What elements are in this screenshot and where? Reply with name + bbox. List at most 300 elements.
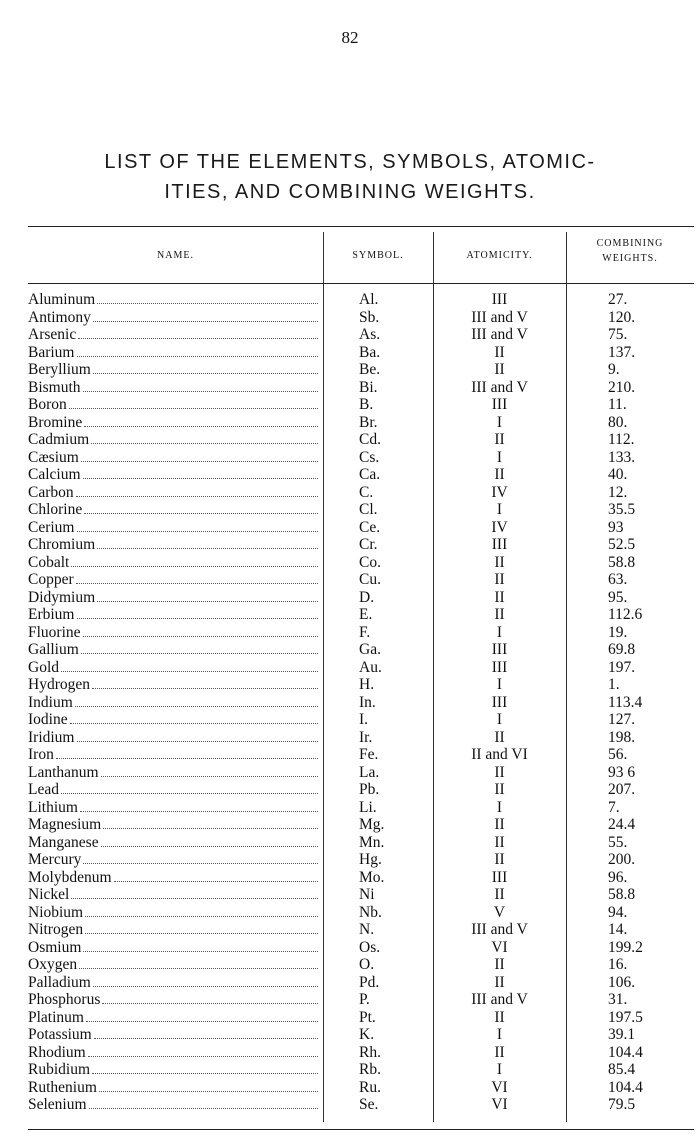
- element-name: Didymium: [28, 588, 96, 606]
- element-combining-weight: 127.: [608, 711, 636, 729]
- element-atomicity: II: [494, 361, 505, 379]
- dot-leader: [92, 1062, 318, 1074]
- element-name-cell: [28, 624, 323, 641]
- element-symbol: Ru.: [359, 1078, 381, 1096]
- element-symbol: Cl.: [359, 501, 378, 519]
- element-name: Potassium: [28, 1026, 92, 1044]
- element-name-cell: [28, 326, 323, 343]
- table-row: [28, 396, 694, 414]
- element-combining-weight: 79.5: [608, 1096, 636, 1114]
- table-row: [28, 729, 694, 747]
- element-atomicity: III: [491, 868, 508, 886]
- element-combining-weight: 40.: [608, 466, 628, 484]
- element-name: Boron: [28, 396, 67, 414]
- element-name: Antimony: [28, 308, 91, 326]
- element-atomicity: I: [496, 798, 503, 816]
- table-row: [28, 309, 694, 327]
- element-atomicity: I: [496, 1026, 503, 1044]
- element-name-cell: [28, 1079, 323, 1096]
- element-atomicity: II: [494, 553, 505, 571]
- element-atomicity: III and V: [471, 921, 528, 939]
- element-name-cell: [28, 554, 323, 571]
- element-name: Nickel: [28, 886, 70, 904]
- element-name-cell: [28, 974, 323, 991]
- element-symbol: Rh.: [359, 1043, 381, 1061]
- element-combining-weight: 75.: [608, 326, 628, 344]
- element-name-cell: [28, 361, 323, 378]
- element-name: Phosphorus: [28, 991, 101, 1009]
- element-name-cell: [28, 904, 323, 921]
- element-name-cell: [28, 781, 323, 798]
- element-name: Platinum: [28, 1008, 84, 1026]
- element-atomicity: II: [494, 343, 505, 361]
- table-row: [28, 834, 694, 852]
- element-name-cell: [28, 641, 323, 658]
- dot-leader: [93, 310, 318, 322]
- element-symbol: Nb.: [359, 903, 382, 921]
- dot-leader: [71, 555, 318, 567]
- table-row: [28, 326, 694, 344]
- element-name: Aluminum: [28, 291, 96, 309]
- table-row: [28, 991, 694, 1009]
- element-combining-weight: 27.: [608, 291, 628, 309]
- element-symbol: C.: [359, 483, 374, 501]
- element-combining-weight: 210.: [608, 378, 636, 396]
- element-name: Cadmium: [28, 431, 90, 449]
- element-name: Selenium: [28, 1096, 87, 1114]
- dot-leader: [70, 712, 318, 724]
- element-combining-weight: 104.4: [608, 1078, 643, 1096]
- element-name-cell: [28, 449, 323, 466]
- element-name-cell: [28, 869, 323, 886]
- element-atomicity: I: [496, 448, 503, 466]
- element-symbol: F.: [359, 623, 371, 641]
- dot-leader: [97, 292, 318, 304]
- header-name: NAME.: [157, 250, 194, 261]
- element-name: Rhodium: [28, 1043, 86, 1061]
- element-combining-weight: 12.: [608, 483, 628, 501]
- dot-leader: [83, 940, 318, 952]
- element-atomicity: II: [494, 588, 505, 606]
- element-symbol: Hg.: [359, 851, 382, 869]
- element-name-cell: [28, 886, 323, 903]
- element-symbol: H.: [359, 676, 375, 694]
- element-symbol: K.: [359, 1026, 375, 1044]
- element-name-cell: [28, 571, 323, 588]
- element-name: Cobalt: [28, 553, 70, 571]
- dot-leader: [102, 992, 318, 1004]
- dot-leader: [69, 397, 318, 409]
- element-symbol: As.: [359, 326, 381, 344]
- element-symbol: Be.: [359, 361, 381, 379]
- element-atomicity: VI: [491, 938, 508, 956]
- element-name-cell: [28, 921, 323, 938]
- element-name: Indium: [28, 693, 73, 711]
- element-name-cell: [28, 1009, 323, 1026]
- element-symbol: Li.: [359, 798, 377, 816]
- element-combining-weight: 133.: [608, 448, 636, 466]
- title-line-1: LIST OF THE ELEMENTS, SYMBOLS, ATOMIC-: [104, 151, 596, 173]
- element-atomicity: II: [494, 1008, 505, 1026]
- element-symbol: Al.: [359, 291, 379, 309]
- element-combining-weight: 207.: [608, 781, 636, 799]
- table-row: [28, 939, 694, 957]
- table-row: [28, 589, 694, 607]
- table-row: [28, 361, 694, 379]
- header-atomicity: ATOMICITY.: [466, 250, 533, 261]
- element-symbol: Pt.: [359, 1008, 376, 1026]
- element-name-cell: [28, 676, 323, 693]
- dot-leader: [61, 782, 318, 794]
- element-name: Gold: [28, 658, 59, 676]
- header-weight-line-2: WEIGHTS.: [602, 253, 658, 264]
- dot-leader: [86, 1010, 318, 1022]
- element-name-cell: [28, 606, 323, 623]
- element-name: Chlorine: [28, 501, 83, 519]
- element-atomicity: II: [494, 728, 505, 746]
- element-symbol: Sb.: [359, 308, 380, 326]
- dot-leader: [77, 607, 319, 619]
- element-atomicity: IV: [491, 483, 508, 501]
- table-header-rule: [28, 283, 694, 284]
- table-row: [28, 466, 694, 484]
- table-row: [28, 414, 694, 432]
- dot-leader: [89, 1097, 318, 1109]
- element-combining-weight: 96.: [608, 868, 628, 886]
- dot-leader: [91, 432, 318, 444]
- element-combining-weight: 11.: [608, 396, 627, 414]
- dot-leader: [78, 327, 318, 339]
- dot-leader: [77, 730, 319, 742]
- element-name-cell: [28, 519, 323, 536]
- dot-leader: [94, 1027, 318, 1039]
- dot-leader: [93, 362, 318, 374]
- table-row: [28, 1009, 694, 1027]
- page-title: [0, 147, 700, 207]
- element-name: Osmium: [28, 938, 82, 956]
- element-combining-weight: 94.: [608, 903, 628, 921]
- title-line-2: ITIES, AND COMBINING WEIGHTS.: [164, 181, 536, 203]
- element-combining-weight: 93: [608, 518, 624, 536]
- element-name-cell: [28, 309, 323, 326]
- element-symbol: Cs.: [359, 448, 380, 466]
- table-row: [28, 711, 694, 729]
- element-name-cell: [28, 711, 323, 728]
- element-name-cell: [28, 1061, 323, 1078]
- element-symbol: Mo.: [359, 868, 385, 886]
- dot-leader: [83, 625, 318, 637]
- element-name: Iron: [28, 746, 54, 764]
- element-name: Molybdenum: [28, 868, 112, 886]
- element-combining-weight: 56.: [608, 746, 628, 764]
- table-row: [28, 659, 694, 677]
- element-symbol: In.: [359, 693, 376, 711]
- element-name-cell: [28, 659, 323, 676]
- element-name: Oxygen: [28, 956, 78, 974]
- dot-leader: [77, 345, 319, 357]
- table-row: [28, 501, 694, 519]
- table-row: [28, 449, 694, 467]
- element-combining-weight: 93 6: [608, 763, 636, 781]
- element-name-cell: [28, 536, 323, 553]
- element-name-cell: [28, 379, 323, 396]
- element-name: Rubidium: [28, 1061, 91, 1079]
- element-name: Iridium: [28, 728, 75, 746]
- dot-leader: [99, 1080, 318, 1092]
- table-row: [28, 1026, 694, 1044]
- dot-leader: [76, 572, 318, 584]
- dot-leader: [83, 852, 318, 864]
- table-row: [28, 624, 694, 642]
- table-row: [28, 904, 694, 922]
- element-atomicity: II: [494, 763, 505, 781]
- table-row: [28, 799, 694, 817]
- element-symbol: Ce.: [359, 518, 381, 536]
- element-name: Copper: [28, 571, 74, 589]
- element-atomicity: I: [496, 676, 503, 694]
- element-name: Barium: [28, 343, 75, 361]
- table-row: [28, 974, 694, 992]
- element-symbol: Ga.: [359, 641, 381, 659]
- dot-leader: [114, 870, 318, 882]
- element-combining-weight: 69.8: [608, 641, 636, 659]
- element-name: Iodine: [28, 711, 68, 729]
- element-atomicity: II: [494, 851, 505, 869]
- element-atomicity: II: [494, 816, 505, 834]
- table-row: [28, 921, 694, 939]
- dot-leader: [81, 450, 318, 462]
- table-row: [28, 571, 694, 589]
- dot-leader: [77, 520, 319, 532]
- element-name-cell: [28, 431, 323, 448]
- dot-leader: [79, 957, 318, 969]
- elements-table-body: [28, 291, 694, 1114]
- element-atomicity: III: [491, 291, 508, 309]
- dot-leader: [71, 887, 318, 899]
- element-symbol: La.: [359, 763, 380, 781]
- element-combining-weight: 24.4: [608, 816, 636, 834]
- element-combining-weight: 35.5: [608, 501, 636, 519]
- element-combining-weight: 106.: [608, 973, 636, 991]
- element-atomicity: III: [491, 641, 508, 659]
- dot-leader: [103, 817, 318, 829]
- element-name: Mercury: [28, 851, 82, 869]
- dot-leader: [56, 747, 318, 759]
- element-atomicity: II: [494, 571, 505, 589]
- element-combining-weight: 199.2: [608, 938, 643, 956]
- element-combining-weight: 9.: [608, 361, 620, 379]
- element-name-cell: [28, 746, 323, 763]
- element-atomicity: I: [496, 711, 503, 729]
- element-name: Palladium: [28, 973, 91, 991]
- element-atomicity: II: [494, 886, 505, 904]
- element-combining-weight: 198.: [608, 728, 636, 746]
- element-combining-weight: 113.4: [608, 693, 643, 711]
- element-combining-weight: 197.5: [608, 1008, 643, 1026]
- element-name: Cæsium: [28, 448, 79, 466]
- header-weight-line-1: COMBINING: [596, 238, 664, 249]
- element-symbol: Cu.: [359, 571, 381, 589]
- element-combining-weight: 16.: [608, 956, 628, 974]
- table-row: [28, 851, 694, 869]
- element-symbol: Ir.: [359, 728, 373, 746]
- element-atomicity: III and V: [471, 326, 528, 344]
- element-combining-weight: 120.: [608, 308, 636, 326]
- element-name: Nitrogen: [28, 921, 84, 939]
- element-name: Bismuth: [28, 378, 81, 396]
- element-name-cell: [28, 501, 323, 518]
- element-name: Fluorine: [28, 623, 81, 641]
- element-symbol: Cd.: [359, 431, 381, 449]
- dot-leader: [93, 975, 318, 987]
- element-symbol: Mn.: [359, 833, 385, 851]
- dot-leader: [92, 677, 318, 689]
- element-symbol: Ca.: [359, 466, 381, 484]
- dot-leader: [83, 467, 318, 479]
- dot-leader: [85, 905, 318, 917]
- element-atomicity: II: [494, 781, 505, 799]
- element-name: Arsenic: [28, 326, 77, 344]
- element-name: Manganese: [28, 833, 99, 851]
- element-atomicity: III: [491, 536, 508, 554]
- element-symbol: Bi.: [359, 378, 378, 396]
- element-atomicity: VI: [491, 1096, 508, 1114]
- element-name: Calcium: [28, 466, 81, 484]
- element-combining-weight: 19.: [608, 623, 628, 641]
- dot-leader: [101, 835, 318, 847]
- table-row: [28, 536, 694, 554]
- element-symbol: Se.: [359, 1096, 379, 1114]
- element-symbol: Pd.: [359, 973, 380, 991]
- element-name-cell: [28, 1096, 323, 1113]
- element-symbol: Co.: [359, 553, 381, 571]
- element-combining-weight: 85.4: [608, 1061, 636, 1079]
- table-row: [28, 781, 694, 799]
- element-name-cell: [28, 396, 323, 413]
- dot-leader: [101, 765, 318, 777]
- element-name-cell: [28, 694, 323, 711]
- element-name: Gallium: [28, 641, 79, 659]
- table-row: [28, 869, 694, 887]
- dot-leader: [83, 380, 318, 392]
- element-symbol: Br.: [359, 413, 378, 431]
- dot-leader: [76, 485, 318, 497]
- element-symbol: P.: [359, 991, 370, 1009]
- element-symbol: D.: [359, 588, 375, 606]
- element-name-cell: [28, 589, 323, 606]
- table-row: [28, 816, 694, 834]
- element-name: Ruthenium: [28, 1078, 97, 1096]
- element-name: Magnesium: [28, 816, 102, 834]
- element-name-cell: [28, 344, 323, 361]
- element-name: Lanthanum: [28, 763, 99, 781]
- header-symbol: SYMBOL.: [352, 250, 404, 261]
- dot-leader: [88, 1045, 318, 1057]
- element-atomicity: V: [493, 903, 506, 921]
- element-name-cell: [28, 729, 323, 746]
- element-atomicity: I: [496, 501, 503, 519]
- element-symbol: Ba.: [359, 343, 381, 361]
- element-combining-weight: 80.: [608, 413, 628, 431]
- element-atomicity: III: [491, 693, 508, 711]
- table-row: [28, 694, 694, 712]
- table-row: [28, 1079, 694, 1097]
- element-name-cell: [28, 484, 323, 501]
- element-symbol: Pb.: [359, 781, 380, 799]
- element-name-cell: [28, 291, 323, 308]
- element-name-cell: [28, 764, 323, 781]
- element-name-cell: [28, 851, 323, 868]
- element-atomicity: II: [494, 956, 505, 974]
- table-bottom-rule: [28, 1129, 694, 1130]
- element-atomicity: II: [494, 466, 505, 484]
- element-name-cell: [28, 956, 323, 973]
- element-name-cell: [28, 939, 323, 956]
- element-symbol: Mg.: [359, 816, 385, 834]
- element-symbol: Ni: [359, 886, 375, 904]
- table-row: [28, 641, 694, 659]
- element-name: Hydrogen: [28, 676, 90, 694]
- element-combining-weight: 112.6: [608, 606, 643, 624]
- element-atomicity: III and V: [471, 378, 528, 396]
- element-symbol: B.: [359, 396, 374, 414]
- element-name: Lithium: [28, 798, 78, 816]
- element-name-cell: [28, 991, 323, 1008]
- element-atomicity: I: [496, 413, 503, 431]
- element-combining-weight: 104.4: [608, 1043, 643, 1061]
- element-combining-weight: 137.: [608, 343, 636, 361]
- element-atomicity: IV: [491, 518, 508, 536]
- element-name: Chromium: [28, 536, 96, 554]
- dot-leader: [84, 502, 318, 514]
- element-combining-weight: 63.: [608, 571, 628, 589]
- element-name-cell: [28, 414, 323, 431]
- element-name: Bromine: [28, 413, 83, 431]
- element-atomicity: II: [494, 1043, 505, 1061]
- dot-leader: [85, 922, 318, 934]
- element-symbol: Fe.: [359, 746, 379, 764]
- table-row: [28, 484, 694, 502]
- element-combining-weight: 31.: [608, 991, 628, 1009]
- page-number: 82: [341, 28, 359, 47]
- table-row: [28, 606, 694, 624]
- element-atomicity: III and V: [471, 991, 528, 1009]
- dot-leader: [81, 642, 318, 654]
- element-name-cell: [28, 834, 323, 851]
- element-symbol: I.: [359, 711, 369, 729]
- header-combining-weights: [566, 236, 694, 266]
- element-combining-weight: 7.: [608, 798, 620, 816]
- element-atomicity: I: [496, 623, 503, 641]
- element-atomicity: III and V: [471, 308, 528, 326]
- table-top-rule: [28, 226, 694, 227]
- element-symbol: Rb.: [359, 1061, 381, 1079]
- table-row: [28, 291, 694, 309]
- element-combining-weight: 55.: [608, 833, 628, 851]
- element-atomicity: II: [494, 833, 505, 851]
- element-name: Carbon: [28, 483, 74, 501]
- element-symbol: Au.: [359, 658, 382, 676]
- element-name-cell: [28, 799, 323, 816]
- element-name: Lead: [28, 781, 59, 799]
- table-row: [28, 676, 694, 694]
- element-combining-weight: 58.8: [608, 886, 636, 904]
- table-row: [28, 746, 694, 764]
- element-symbol: N.: [359, 921, 375, 939]
- element-name-cell: [28, 816, 323, 833]
- table-row: [28, 554, 694, 572]
- table-row: [28, 1096, 694, 1114]
